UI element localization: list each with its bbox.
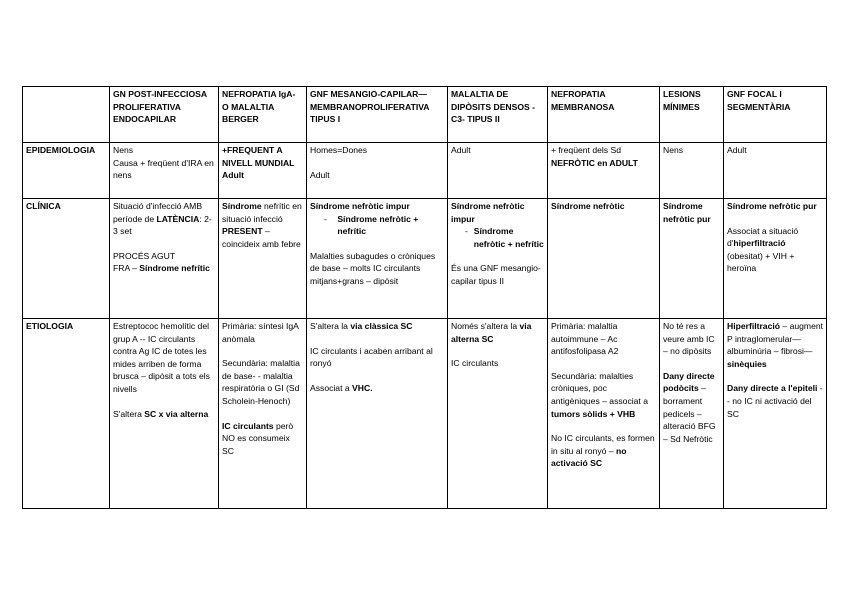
clin-iga-bold: Síndrome <box>222 201 262 211</box>
clin-densos-text: És una GNF mesangio-capilar tipus II <box>451 263 541 286</box>
comparison-table <box>22 86 827 509</box>
etio-iga-text: Primària: síntesi IgA anòmala <box>222 321 299 344</box>
etio-gn-post-text: Estreptococ hemolític del grup A -- IC circulants contra Ag IC de totes les mides arriben de forma brusca – dipòsit a tots els nivells <box>113 321 210 394</box>
epi-focal-line: Adult <box>727 145 747 155</box>
cell-etio-densos <box>448 319 548 509</box>
epi-membranosa-text: + freqüent dels Sd <box>551 145 621 155</box>
clin-gn-post-text: : 2-3 set <box>113 213 212 237</box>
clin-gn-post-bold: LATÈNCIA <box>156 213 200 224</box>
cell-etio-focal <box>724 319 827 509</box>
epi-membranosa-bold: NEFRÒTIC en ADULT <box>551 157 638 168</box>
row-label-epidemiologia: EPIDEMIOLOGIA <box>23 143 110 199</box>
etio-membranosa-text: Secundària: malalties cròniques, poc antigèniques – associat a <box>551 370 648 406</box>
cell-epi-iga <box>219 143 307 199</box>
cell-clin-focal <box>724 199 827 319</box>
row-clinica <box>23 199 827 319</box>
etio-iga-bold: IC circulants <box>222 420 274 431</box>
clin-densos-bold: Síndrome nefròtic + nefrític <box>473 226 544 249</box>
etio-mesangio-text: IC circulants i acaben arribant al ronyó <box>310 345 433 369</box>
cell-etio-iga <box>219 319 307 509</box>
clin-focal-bold: Síndrome nefròtic pur <box>727 201 817 211</box>
etio-minimes-bold: Dany directe podòcits <box>663 370 715 394</box>
clin-iga-text: nefrític en situació infecció <box>222 201 302 224</box>
epi-gn-post-line: Nens <box>113 145 134 155</box>
cell-clin-minimes <box>660 199 724 319</box>
header-empty-cell <box>23 87 110 143</box>
clin-gn-post-line: PROCÉS AGUT <box>113 250 176 261</box>
header-row <box>23 87 827 143</box>
clin-focal-text: (obesitat) + VIH + heroïna <box>727 250 795 274</box>
etio-gn-post-text: S'altera <box>113 408 145 419</box>
etio-densos-bold: via alterna SC <box>451 321 532 344</box>
clin-gn-post-text: FRA – <box>113 263 140 274</box>
header-mesangio: GNF MESANGIO-CAPILAR— MEMBRANOPROLIFERATIVA TIPUS I <box>307 87 448 143</box>
etio-membranosa-text: No IC circulants, es formen in situ al ronyó – <box>551 433 655 456</box>
cell-epi-focal <box>724 143 827 199</box>
cell-etio-mesangio <box>307 319 448 509</box>
epi-gn-post-line: Causa + freqüent d'IRA en nens <box>113 157 214 181</box>
clin-minimes-bold: Síndrome nefròtic pur <box>663 201 711 224</box>
etio-iga-text: però NO es consumeix SC <box>222 420 294 456</box>
etio-minimes-text: – borrament pedicels – alteració BFG – Sd Nefròtic <box>663 383 716 444</box>
cell-clin-densos <box>448 199 548 319</box>
cell-epi-membranosa <box>548 143 660 199</box>
dash-bullet: - <box>465 226 468 237</box>
etio-mesangio-text: Associat a <box>310 382 353 393</box>
clin-mesangio-bold: Síndrome nefròtic impur <box>310 201 410 211</box>
etio-focal-bold: Hiperfiltració <box>727 321 781 331</box>
etio-membranosa-text: Primària: malaltia autoimmune – Ac antifosfolipasa A2 <box>551 321 619 357</box>
cell-etio-gn-post <box>110 319 219 509</box>
etio-mesangio-bold: VHC. <box>352 382 373 393</box>
cell-epi-gn-post <box>110 143 219 199</box>
epi-minimes-line: Nens <box>663 145 684 155</box>
etio-gn-post-bold: SC x via alterna <box>144 408 209 419</box>
epi-iga-line: +FREQUENT A NIVELL MUNDIAL <box>222 145 295 168</box>
cell-etio-minimes <box>660 319 724 509</box>
cell-clin-mesangio <box>307 199 448 319</box>
cell-epi-minimes <box>660 143 724 199</box>
etio-densos-text: IC circulants <box>451 358 499 369</box>
cell-etio-membranosa <box>548 319 660 509</box>
etio-focal-text: -- no IC ni activació del SC <box>727 383 823 419</box>
clin-iga-bold: PRESENT <box>222 226 263 237</box>
clin-gn-post-text: Situació d'infecció AMB període de <box>113 201 203 224</box>
cell-clin-membranosa <box>548 199 660 319</box>
etio-membranosa-bold: tumors sòlids + VHB <box>551 408 636 419</box>
header-gn-post: GN POST-INFECCIOSA PROLIFERATIVA ENDOCAPILAR <box>110 87 219 143</box>
etio-densos-text: Només s'altera la <box>451 321 520 331</box>
clin-iga-text: – coincideix amb febre <box>222 226 301 249</box>
header-minimes: LESIONS MÍNIMES <box>660 87 724 143</box>
cell-epi-densos <box>448 143 548 199</box>
clin-mesangio-text: Malalties subagudes o cròniques de base – molts IC circulants mitjans+grans – dipòsit <box>310 250 436 286</box>
row-label-etiologia: ETIOLOGIA <box>23 319 110 509</box>
clin-focal-bold: hiperfiltració <box>733 238 786 249</box>
row-label-clinica: CLÍNICA <box>23 199 110 319</box>
header-focal: GNF FOCAL I SEGMENTÀRIA <box>724 87 827 143</box>
epi-mesangio-line: Adult <box>310 169 330 180</box>
header-densos: MALALTIA DE DIPÒSITS DENSOS - C3- TIPUS II <box>448 87 548 143</box>
epi-densos-line: Adult <box>451 145 471 155</box>
clin-densos-bold: Síndrome nefròtic impur <box>451 201 525 224</box>
etio-mesangio-bold: via clàssica SC <box>350 321 413 331</box>
etio-minimes-text: No té res a veure amb IC – no dipòsits <box>663 321 715 357</box>
row-etiologia <box>23 319 827 509</box>
header-membranosa: NEFROPATIA MEMBRANOSA <box>548 87 660 143</box>
cell-clin-gn-post <box>110 199 219 319</box>
cell-clin-iga <box>219 199 307 319</box>
etio-focal-bold: sinèquies <box>727 358 767 369</box>
etio-focal-text: – augment P intraglomerular— albuminúria – fibrosi— <box>727 321 824 357</box>
row-epidemiologia <box>23 143 827 199</box>
etio-mesangio-text: S'altera la <box>310 321 351 331</box>
epi-mesangio-line: Homes=Dones <box>310 145 368 155</box>
cell-epi-mesangio <box>307 143 448 199</box>
clin-gn-post-bold: Síndrome nefrític <box>139 263 210 274</box>
header-iga: NEFROPATIA IgA- O MALALTIA BERGER <box>219 87 307 143</box>
etio-membranosa-bold: no activació SC <box>551 445 627 469</box>
etio-iga-text: Secundària: malaltia de base- - malaltia respiratòria o GI (Sd Scholein-Henoch) <box>222 358 300 406</box>
clin-membranosa-bold: Síndrome nefròtic <box>551 201 625 211</box>
clin-focal-text: Associat a situació d' <box>727 225 799 249</box>
dash-bullet: - <box>324 213 327 224</box>
etio-focal-bold: Dany directe a l'epiteli <box>727 383 818 394</box>
epi-iga-line: Adult <box>222 170 244 181</box>
clin-mesangio-bold: Síndrome nefròtic + nefrític <box>337 213 419 237</box>
